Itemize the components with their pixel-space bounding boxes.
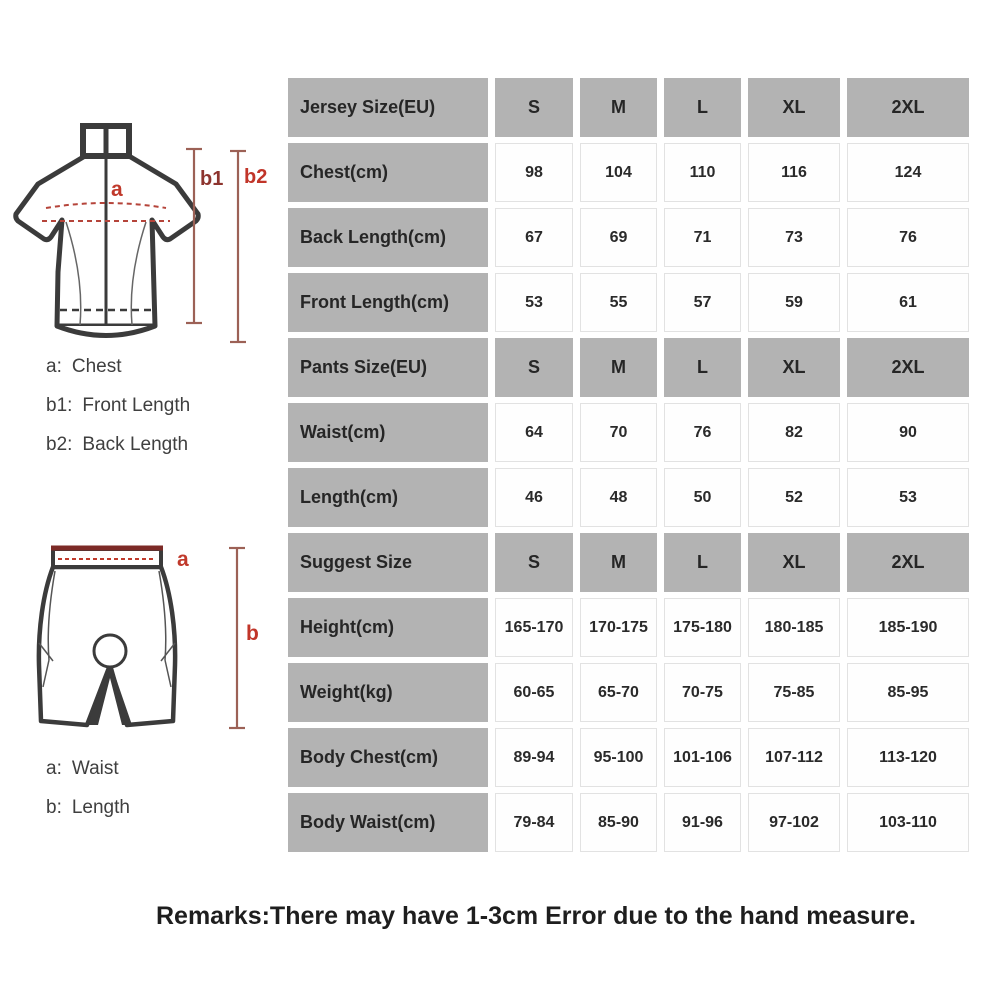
- size-column-header-cell: L: [664, 78, 741, 137]
- remarks-text: Remarks:There may have 1-3cm Error due to the hand measure.: [155, 902, 916, 930]
- table-row: [288, 663, 969, 722]
- size-column-header-cell: XL: [748, 533, 840, 592]
- size-value-cell: 180-185: [748, 598, 840, 657]
- row-label: Body Waist(cm): [288, 793, 488, 852]
- size-value-cell: 61: [847, 273, 969, 332]
- size-column-header-cell: XL: [748, 338, 840, 397]
- size-value-cell: 71: [664, 208, 741, 267]
- b-measure-line: [229, 548, 245, 728]
- size-column-header-cell: M: [580, 78, 657, 137]
- size-table: [281, 72, 976, 858]
- legend-key: b:: [46, 797, 62, 818]
- legend-label: Front Length: [82, 395, 191, 416]
- size-value-cell: 55: [580, 273, 657, 332]
- row-label: Front Length(cm): [288, 273, 488, 332]
- jersey-legend-item-b2: [46, 434, 190, 456]
- row-label: Body Chest(cm): [288, 728, 488, 787]
- size-value-cell: 107-112: [748, 728, 840, 787]
- table-section-header-row: [288, 338, 969, 397]
- size-column-header-cell: M: [580, 533, 657, 592]
- shorts-diagram: [25, 535, 270, 740]
- size-value-cell: 85-90: [580, 793, 657, 852]
- shorts-legend-item-a: [46, 758, 130, 780]
- size-value-cell: 90: [847, 403, 969, 462]
- legend-key: a:: [46, 758, 62, 779]
- legend-key: b2:: [46, 434, 73, 455]
- shorts-legend-item-b: [46, 797, 130, 819]
- size-column-header-cell: 2XL: [847, 533, 969, 592]
- size-value-cell: 70: [580, 403, 657, 462]
- row-label: Jersey Size(EU): [288, 78, 488, 137]
- size-value-cell: 57: [664, 273, 741, 332]
- size-value-cell: 53: [847, 468, 969, 527]
- table-row: [288, 143, 969, 202]
- legend-key: b1:: [46, 395, 73, 416]
- size-value-cell: 67: [495, 208, 573, 267]
- jersey-legend-item-a: [46, 356, 190, 378]
- legend-key: a:: [46, 356, 62, 377]
- size-value-cell: 110: [664, 143, 741, 202]
- size-column-header-cell: XL: [748, 78, 840, 137]
- row-label: Weight(kg): [288, 663, 488, 722]
- size-column-header-cell: L: [664, 338, 741, 397]
- size-value-cell: 53: [495, 273, 573, 332]
- shorts-annotation-b: b: [246, 622, 259, 645]
- row-label: Suggest Size: [288, 533, 488, 592]
- size-column-header-cell: S: [495, 338, 573, 397]
- row-label: Pants Size(EU): [288, 338, 488, 397]
- size-value-cell: 69: [580, 208, 657, 267]
- size-value-cell: 52: [748, 468, 840, 527]
- row-label: Waist(cm): [288, 403, 488, 462]
- size-column-header-cell: L: [664, 533, 741, 592]
- size-value-cell: 76: [664, 403, 741, 462]
- legend-label: Back Length: [82, 434, 189, 455]
- shorts-annotation-a: a: [177, 548, 189, 571]
- size-value-cell: 85-95: [847, 663, 969, 722]
- shorts-pad-circle: [94, 635, 126, 667]
- table-row: [288, 598, 969, 657]
- size-value-cell: 104: [580, 143, 657, 202]
- size-value-cell: 70-75: [664, 663, 741, 722]
- size-value-cell: 60-65: [495, 663, 573, 722]
- size-value-cell: 101-106: [664, 728, 741, 787]
- size-value-cell: 91-96: [664, 793, 741, 852]
- size-column-header-cell: 2XL: [847, 338, 969, 397]
- shorts-legend: [46, 758, 130, 819]
- size-column-header-cell: S: [495, 533, 573, 592]
- size-value-cell: 89-94: [495, 728, 573, 787]
- jersey-annotation-b2: b2: [244, 166, 268, 188]
- size-value-cell: 116: [748, 143, 840, 202]
- size-column-header-cell: 2XL: [847, 78, 969, 137]
- size-value-cell: 165-170: [495, 598, 573, 657]
- row-label: Height(cm): [288, 598, 488, 657]
- size-value-cell: 73: [748, 208, 840, 267]
- size-value-cell: 64: [495, 403, 573, 462]
- size-value-cell: 59: [748, 273, 840, 332]
- size-value-cell: 185-190: [847, 598, 969, 657]
- table-section-header-row: [288, 533, 969, 592]
- jersey-diagram: [0, 92, 280, 354]
- jersey-annotation-a: a: [111, 178, 123, 201]
- row-label: Back Length(cm): [288, 208, 488, 267]
- size-value-cell: 170-175: [580, 598, 657, 657]
- table-row: [288, 273, 969, 332]
- jersey-hem-tail: [57, 326, 155, 336]
- table-row: [288, 403, 969, 462]
- row-label: Chest(cm): [288, 143, 488, 202]
- size-value-cell: 50: [664, 468, 741, 527]
- size-column-header-cell: S: [495, 78, 573, 137]
- size-value-cell: 103-110: [847, 793, 969, 852]
- row-label: Length(cm): [288, 468, 488, 527]
- size-value-cell: 95-100: [580, 728, 657, 787]
- jersey-legend: [46, 356, 190, 456]
- size-value-cell: 113-120: [847, 728, 969, 787]
- table-row: [288, 793, 969, 852]
- legend-label: Length: [71, 797, 130, 818]
- size-value-cell: 76: [847, 208, 969, 267]
- size-value-cell: 175-180: [664, 598, 741, 657]
- legend-label: Waist: [71, 758, 119, 779]
- size-value-cell: 79-84: [495, 793, 573, 852]
- jersey-annotation-b1: b1: [200, 168, 224, 190]
- size-value-cell: 75-85: [748, 663, 840, 722]
- size-value-cell: 82: [748, 403, 840, 462]
- size-value-cell: 124: [847, 143, 969, 202]
- size-column-header-cell: M: [580, 338, 657, 397]
- size-value-cell: 97-102: [748, 793, 840, 852]
- size-value-cell: 46: [495, 468, 573, 527]
- table-row: [288, 728, 969, 787]
- jersey-legend-item-b1: [46, 395, 190, 417]
- size-value-cell: 48: [580, 468, 657, 527]
- size-value-cell: 98: [495, 143, 573, 202]
- table-row: [288, 468, 969, 527]
- table-row: [288, 208, 969, 267]
- legend-label: Chest: [71, 356, 122, 377]
- size-value-cell: 65-70: [580, 663, 657, 722]
- table-section-header-row: [288, 78, 969, 137]
